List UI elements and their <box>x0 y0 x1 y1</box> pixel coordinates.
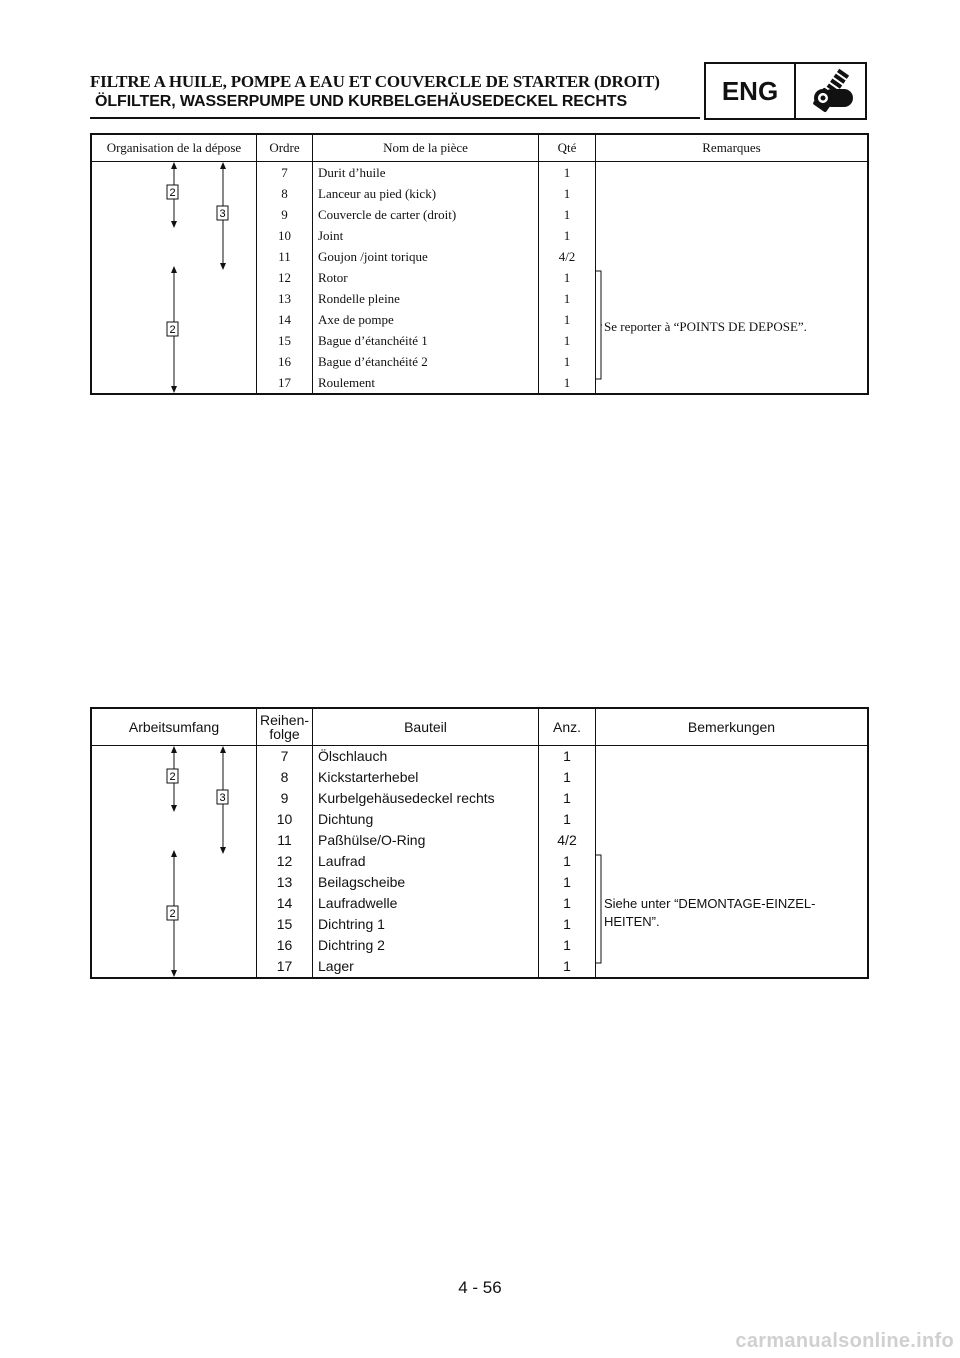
col-header-anzahl: Anz. <box>539 709 596 745</box>
part-name-cell: Dichtring 1 <box>318 916 385 932</box>
qty-cell: 1 <box>563 790 571 806</box>
title-german: ÖLFILTER, WASSERPUMPE UND KURBELGEHÄUSEDECKEL RECHTS <box>95 93 628 110</box>
qty-cell: 1 <box>563 270 571 285</box>
order-cell: 11 <box>278 249 291 264</box>
qty-cell: 1 <box>563 874 571 890</box>
table-french <box>90 133 869 395</box>
title-french: FILTRE A HUILE, POMPE A EAU ET COUVERCLE DE STARTER (DROIT) <box>90 72 660 91</box>
qty-cell: 1 <box>563 207 571 222</box>
header-rule <box>90 117 700 119</box>
col-header-reihenfolge: Reihen- folge <box>257 709 313 745</box>
marker-2-bottom: 2 <box>169 908 176 920</box>
part-name-cell: Dichtung <box>318 811 374 827</box>
remark-bracket <box>596 270 602 380</box>
part-name-column <box>313 162 539 393</box>
qty-cell: 1 <box>563 748 571 764</box>
qty-cell: 1 <box>563 769 571 785</box>
table-german <box>90 707 869 979</box>
qty-cell: 1 <box>563 958 571 974</box>
qty-cell: 1 <box>563 165 571 180</box>
anzahl-column <box>539 746 596 977</box>
part-name-cell: Bague d’étanchéité 2 <box>318 354 428 369</box>
order-cell: 16 <box>278 354 291 369</box>
order-cell: 7 <box>281 165 288 180</box>
section-badge <box>704 62 867 120</box>
col-header-part-name: Nom de la pièce <box>313 135 539 161</box>
part-name-cell: Rotor <box>318 270 348 285</box>
qty-cell: 4/2 <box>558 249 576 264</box>
bemerkungen-column <box>596 746 867 977</box>
page-number: 4 - 56 <box>458 1278 502 1297</box>
order-cell: 15 <box>278 333 291 348</box>
part-name-cell: Couvercle de carter (droit) <box>318 207 457 222</box>
order-cell: 13 <box>276 874 293 890</box>
part-name-cell: Rondelle pleine <box>318 291 400 306</box>
order-cell: 8 <box>281 186 288 201</box>
order-cell: 9 <box>280 790 289 806</box>
part-name-cell: Axe de pompe <box>318 312 394 327</box>
order-cell: 14 <box>278 312 291 327</box>
part-name-cell: Bague d’étanchéité 1 <box>318 333 428 348</box>
order-cell: 11 <box>277 832 292 848</box>
order-cell: 10 <box>278 228 291 243</box>
order-cell: 12 <box>276 853 293 869</box>
qty-cell: 1 <box>563 333 571 348</box>
part-name-cell: Dichtring 2 <box>318 937 385 953</box>
qty-cell: 1 <box>563 312 571 327</box>
qty-cell: 1 <box>563 375 571 390</box>
order-cell: 15 <box>276 916 293 932</box>
qty-cell: 1 <box>563 354 571 369</box>
order-cell: 10 <box>276 811 293 827</box>
engine-icon <box>796 64 865 118</box>
watermark: carmanualsonline.info <box>735 1330 954 1352</box>
badge-label: ENG <box>706 64 796 118</box>
part-name-cell: Laufrad <box>318 853 366 869</box>
part-name-cell: Goujon /joint torique <box>318 249 428 264</box>
qty-cell: 1 <box>563 853 571 869</box>
part-name-cell: Ölschlauch <box>318 748 388 764</box>
part-name-cell: Lanceur au pied (kick) <box>318 186 437 201</box>
arbeitsumfang-diagram <box>92 746 257 977</box>
table-header <box>92 709 867 746</box>
order-cell: 12 <box>278 270 291 285</box>
part-name-cell: Laufradwelle <box>318 895 398 911</box>
part-name-cell: Paßhülse/O-Ring <box>318 832 426 848</box>
table-body <box>92 162 867 393</box>
remark-text-line1: Siehe unter “DEMONTAGE-EINZEL- <box>604 896 816 911</box>
order-cell: 14 <box>276 895 293 911</box>
order-cell: 13 <box>278 291 291 306</box>
order-cell: 17 <box>276 958 293 974</box>
col-header-bauteil: Bauteil <box>313 709 539 745</box>
qty-column <box>539 162 596 393</box>
order-cell: 17 <box>278 375 291 390</box>
part-name-cell: Roulement <box>318 375 376 390</box>
qty-cell: 1 <box>563 186 571 201</box>
order-column <box>257 162 313 393</box>
order-cell: 16 <box>276 937 293 953</box>
table-header <box>92 135 867 162</box>
qty-cell: 1 <box>563 291 571 306</box>
marker-2-top: 2 <box>169 771 176 783</box>
qty-cell: 1 <box>563 228 571 243</box>
qty-cell: 1 <box>563 937 571 953</box>
col-header-order: Ordre <box>257 135 313 161</box>
bauteil-column <box>313 746 539 977</box>
part-name-cell: Kickstarterhebel <box>318 769 419 785</box>
part-name-cell: Lager <box>318 958 354 974</box>
part-name-cell: Durit d’huile <box>318 165 386 180</box>
qty-cell: 1 <box>563 811 571 827</box>
organisation-diagram <box>92 162 257 393</box>
col-header-organisation: Organisation de la dépose <box>92 135 257 161</box>
marker-2-bottom: 2 <box>169 324 176 336</box>
remarks-column <box>596 162 867 393</box>
remark-bracket <box>596 854 602 964</box>
order-cell: 8 <box>280 769 289 785</box>
part-name-cell: Kurbelgehäusedeckel rechts <box>318 790 495 806</box>
marker-2-top: 2 <box>169 187 176 199</box>
table-body <box>92 746 867 977</box>
qty-cell: 1 <box>563 916 571 932</box>
col-header-arbeitsumfang: Arbeitsumfang <box>92 709 257 745</box>
marker-3: 3 <box>219 208 226 220</box>
qty-cell: 4/2 <box>557 832 577 848</box>
col-header-remarks: Remarques <box>702 140 761 155</box>
part-name-cell: Joint <box>318 228 344 243</box>
reihenfolge-column <box>257 746 313 977</box>
remark-text-line2: HEITEN”. <box>604 914 660 929</box>
order-cell: 9 <box>281 207 288 222</box>
marker-3: 3 <box>219 792 226 804</box>
remark-text: Se reporter à “POINTS DE DEPOSE”. <box>604 319 807 334</box>
col-header-qty: Qté <box>539 135 596 161</box>
qty-cell: 1 <box>563 895 571 911</box>
col-header-bemerkungen: Bemerkungen <box>687 719 776 735</box>
order-cell: 7 <box>280 748 289 764</box>
part-name-cell: Beilagscheibe <box>318 874 406 890</box>
